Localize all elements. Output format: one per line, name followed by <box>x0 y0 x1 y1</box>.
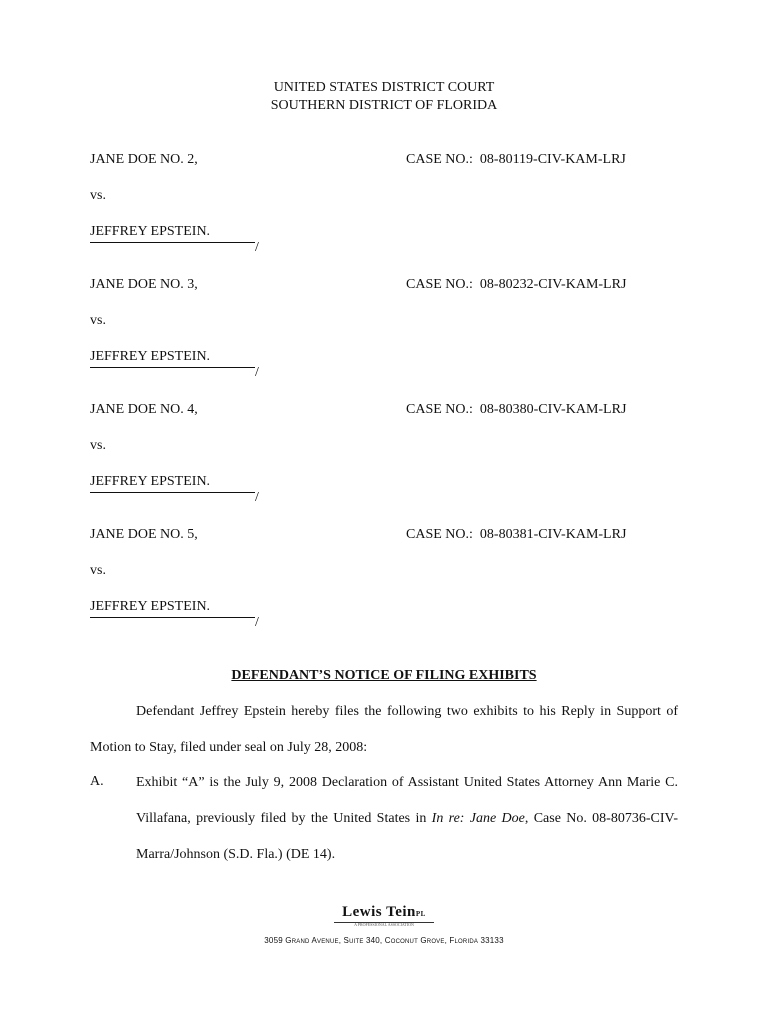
signature-rule <box>90 242 255 243</box>
logo-tagline: A PROFESSIONAL ASSOCIATION <box>334 922 434 926</box>
case-number: CASE NO.: 08-80119-CIV-KAM-LRJ <box>406 152 626 167</box>
signature-rule <box>90 367 255 368</box>
rule-slash: / <box>255 615 259 630</box>
case-citation: In re: Jane Doe <box>431 811 525 826</box>
defendant-name: JEFFREY EPSTEIN. <box>90 599 211 614</box>
firm-logo: Lewis TeinPL <box>342 904 426 920</box>
court-name: UNITED STATES DISTRICT COURT <box>273 80 495 95</box>
rule-slash: / <box>255 240 259 255</box>
versus-label: vs. <box>90 563 106 578</box>
intro-text: Defendant Jeffrey Epstein hereby files the following two exhibits to his Reply in Support of Motion to Stay, filed under seal on July 28, 2008: <box>90 704 678 755</box>
versus-label: vs. <box>90 313 106 328</box>
defendant-name: JEFFREY EPSTEIN. <box>90 474 211 489</box>
exhibit-a-description: Exhibit “A” is the July 9, 2008 Declaration of Assistant United States Attorney Ann Marie C. Villafana, previously filed by the United States in In re: Jane Doe, Case No. 08-80736-CIV-Marra/Johnson (S.D. Fla.) (DE 14). <box>136 775 678 862</box>
exhibit-a-label: A. <box>90 774 104 789</box>
plaintiff-name: JANE DOE NO. 3, <box>90 277 198 292</box>
rule-slash: / <box>255 365 259 380</box>
signature-rule <box>90 617 255 618</box>
firm-footer <box>0 904 768 945</box>
case-number: CASE NO.: 08-80380-CIV-KAM-LRJ <box>406 402 627 417</box>
case-number: CASE NO.: 08-80381-CIV-KAM-LRJ <box>406 527 627 542</box>
notice-title: DEFENDANT’S NOTICE OF FILING EXHIBITS <box>231 668 537 683</box>
defendant-name: JEFFREY EPSTEIN. <box>90 349 211 364</box>
versus-label: vs. <box>90 438 106 453</box>
firm-address: 3059 Grand Avenue, Suite 340, Coconut Grove, Florida 33133 <box>264 936 504 945</box>
case-number: CASE NO.: 08-80232-CIV-KAM-LRJ <box>406 277 627 292</box>
defendant-name: JEFFREY EPSTEIN. <box>90 224 211 239</box>
court-header <box>0 79 768 115</box>
plaintiff-name: JANE DOE NO. 2, <box>90 152 198 167</box>
intro-paragraph <box>90 694 678 766</box>
plaintiff-name: JANE DOE NO. 4, <box>90 402 198 417</box>
rule-slash: / <box>255 490 259 505</box>
versus-label: vs. <box>90 188 106 203</box>
signature-rule <box>90 492 255 493</box>
plaintiff-name: JANE DOE NO. 5, <box>90 527 198 542</box>
court-district: SOUTHERN DISTRICT OF FLORIDA <box>270 98 498 113</box>
